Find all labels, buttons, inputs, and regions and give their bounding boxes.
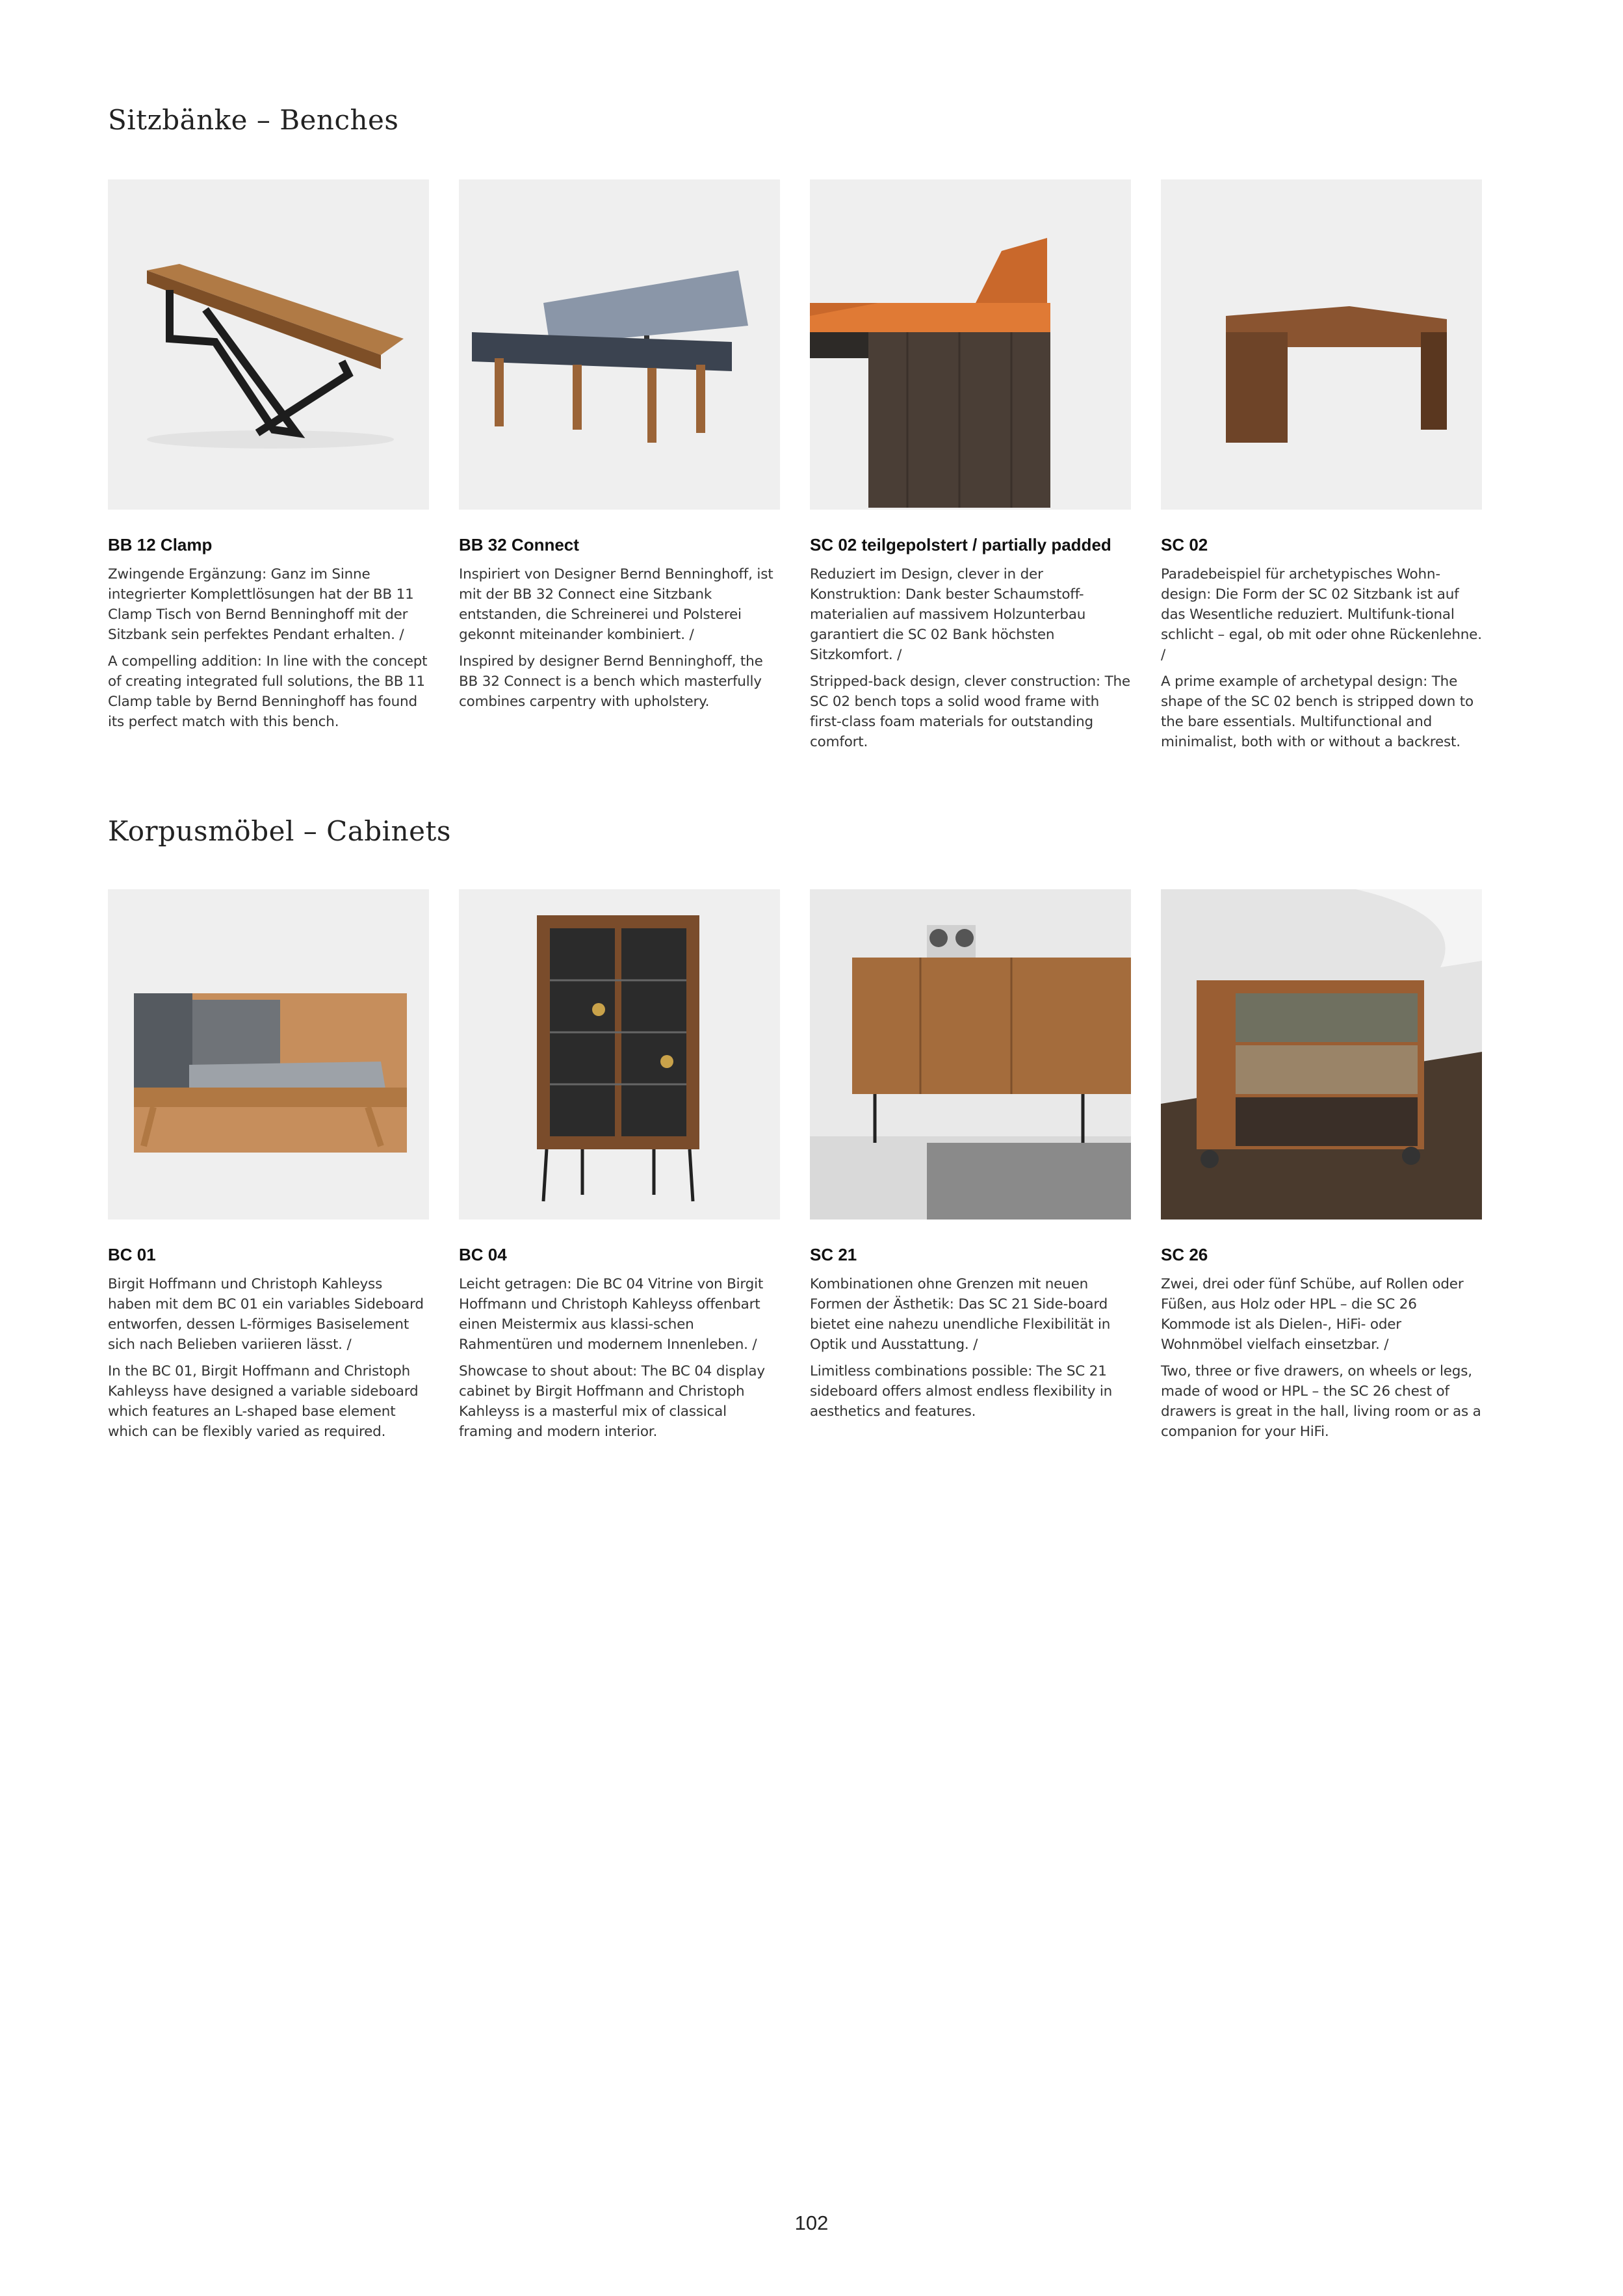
product-card-bb32: [459, 179, 780, 718]
product-description-en: Showcase to shout about: The BC 04 display cabinet by Birgit Hoffmann and Christoph Kahleyss is a masterful mix of classical framing and modern interior.: [459, 1363, 765, 1440]
product-name: SC 26: [1161, 1245, 1208, 1264]
product-name: BB 12 Clamp: [108, 535, 213, 554]
product-photo-bc01: [108, 889, 429, 1220]
product-name: BB 32 Connect: [459, 535, 579, 554]
product-card-sc26: [1161, 889, 1482, 1448]
product-description-en: Stripped-back design, clever construction: The SC 02 bench tops a solid wood frame with first-class foam materials for outstanding comfort.: [810, 673, 1130, 750]
product-description-en: A compelling addition: In line with the concept of creating integrated full solutions, the BB 11 Clamp table by Bernd Benninghoff has found its perfect match with this bench.: [108, 653, 428, 730]
product-description-de: Zwei, drei oder fünf Schübe, auf Rollen oder Füßen, aus Holz oder HPL – die SC 26 Kommode ist als Dielen-, HiFi- oder Wohnmöbel vielfach einsetzbar. /: [1161, 1276, 1464, 1353]
product-photo-sc21: [810, 889, 1131, 1220]
product-photo-bc04: [459, 889, 780, 1220]
product-photo-sc02-padded: [810, 179, 1131, 510]
product-description-de: Reduziert im Design, clever in der Konstruktion: Dank bester Schaumstoff-materialien auf massivem Holzunterbau garantiert die SC 02 Bank höchsten Sitzkomfort. /: [810, 566, 1086, 663]
product-description-de: Birgit Hoffmann und Christoph Kahleyss haben mit dem BC 01 ein variables Sideboard entworfen, dessen L-förmiges Basiselement sich nach Belieben variieren lässt. /: [108, 1276, 424, 1353]
product-name: BC 01: [108, 1245, 156, 1264]
product-description-en: Limitless combinations possible: The SC 21 sideboard offers almost endless flexibility in aesthetics and features.: [810, 1363, 1113, 1420]
product-description-de: Leicht getragen: Die BC 04 Vitrine von Birgit Hoffmann und Christoph Kahleyss offenbart einen Meistermix aus klassi-schen Rahmentüren und modernem Innenleben. /: [459, 1276, 764, 1353]
product-photo-sc02: [1161, 179, 1482, 510]
benches-grid: [108, 179, 1483, 829]
product-description-en: In the BC 01, Birgit Hoffmann and Christoph Kahleyss have designed a variable sideboard which features an L-shaped base element which can be flexibly varied as required.: [108, 1363, 419, 1440]
product-card-sc02: [1161, 179, 1482, 759]
product-description-en: Two, three or five drawers, on wheels or legs, made of wood or HPL – the SC 26 chest of drawers is great in the hall, living room or as a companion for your HiFi.: [1161, 1363, 1481, 1440]
product-name: SC 02: [1161, 535, 1208, 554]
product-card-sc02-padded: [810, 179, 1131, 759]
product-photo-bb12-clamp: [108, 179, 429, 510]
product-description-de: Paradebeispiel für archetypisches Wohn-design: Die Form der SC 02 Sitzbank ist auf das Wesentliche reduziert. Multifunk-tional schlicht – egal, ob mit oder ohne Rückenlehne. /: [1161, 566, 1482, 663]
product-photo-bb32-connect: [459, 179, 780, 510]
product-description-en: A prime example of archetypal design: The shape of the SC 02 bench is stripped down to the bare essentials. Multifunctional and minimalist, both with or without a backrest.: [1161, 673, 1474, 750]
product-description-en: Inspired by designer Bernd Benninghoff, the BB 32 Connect is a bench which masterfully combines carpentry with upholstery.: [459, 653, 763, 710]
product-card-bc01: [108, 889, 429, 1448]
product-description-de: Zwingende Ergänzung: Ganz im Sinne integrierter Komplettlösungen hat der BB 11 Clamp Tisch von Bernd Benninghoff mit der Sitzbank sein perfektes Pendant erhalten. /: [108, 566, 414, 643]
benches-section-title: Sitzbänke – Benches: [108, 104, 399, 136]
product-name: SC 02 teilgepolstert / partially padded: [810, 535, 1111, 554]
cabinets-section-title: Korpusmöbel – Cabinets: [108, 815, 451, 847]
product-description-de: Inspiriert von Designer Bernd Benninghoff, ist mit der BB 32 Connect eine Sitzbank entstanden, die Schreinerei und Polsterei gekonnt miteinander kombiniert. /: [459, 566, 773, 643]
product-card-bc04: [459, 889, 780, 1448]
product-name: BC 04: [459, 1245, 507, 1264]
product-description-de: Kombinationen ohne Grenzen mit neuen Formen der Ästhetik: Das SC 21 Side-board bietet eine nahezu unendliche Flexibilität in Optik und Ausstattung. /: [810, 1276, 1111, 1353]
product-photo-sc26: [1161, 889, 1482, 1220]
product-name: SC 21: [810, 1245, 857, 1264]
cabinets-grid: [108, 889, 1483, 1539]
page-number: 102: [794, 2211, 829, 2234]
product-card-sc21: [810, 889, 1131, 1428]
product-card-bb12: [108, 179, 429, 738]
